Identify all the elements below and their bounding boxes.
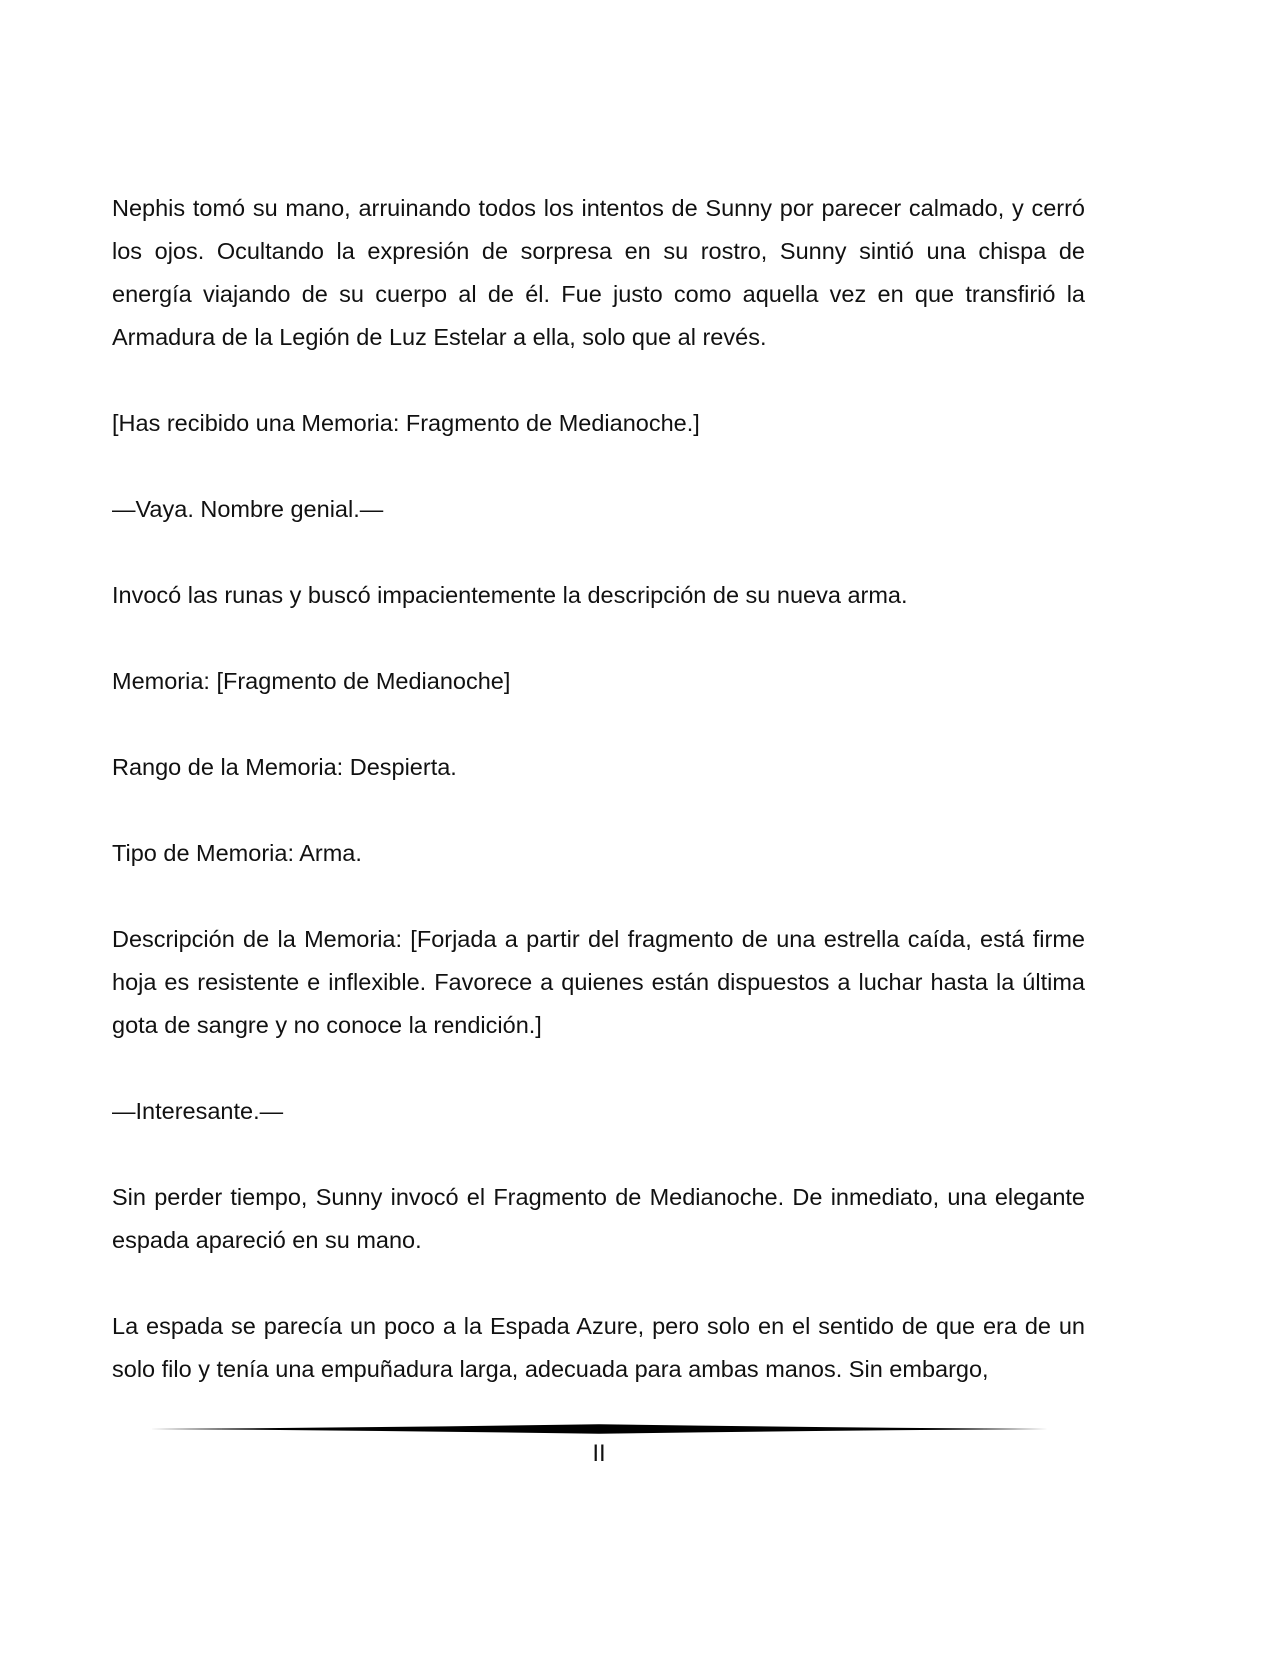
paragraph: —Interesante.—	[112, 1098, 284, 1124]
footer-divider	[150, 1423, 1048, 1435]
paragraph: —Vaya. Nombre genial.—	[112, 496, 384, 522]
page-number: II	[592, 1440, 606, 1467]
paragraph: Sin perder tiempo, Sunny invocó el Fragmento de Medianoche. De inmediato, una elegante espada apareció en su mano.	[112, 1184, 1085, 1253]
paragraph: Rango de la Memoria: Despierta.	[112, 754, 457, 780]
paragraph: Nephis tomó su mano, arruinando todos los intentos de Sunny por parecer calmado, y cerró los ojos. Ocultando la expresión de sorpresa en su rostro, Sunny sintió una chispa de energía viajando de su cuerpo al de él. Fue justo como aquella vez en que transfirió la Armadura de la Legión de Luz Estelar a ella, solo que al revés.	[112, 195, 1085, 350]
paragraph: Memoria: [Fragmento de Medianoche]	[112, 668, 511, 694]
paragraph: La espada se parecía un poco a la Espada Azure, pero solo en el sentido de que era de un solo filo y tenía una empuñadura larga, adecuada para ambas manos. Sin embargo,	[112, 1313, 1085, 1382]
document-body	[112, 187, 1085, 1434]
paragraph: Descripción de la Memoria: [Forjada a partir del fragmento de una estrella caída, está firme hoja es resistente e inflexible. Favorece a quienes están dispuestos a luchar hasta la última gota de sangre y no conoce la rendición.]	[112, 926, 1085, 1038]
paragraph: [Has recibido una Memoria: Fragmento de Medianoche.]	[112, 410, 700, 436]
paragraph: Invocó las runas y buscó impacientemente la descripción de su nueva arma.	[112, 582, 908, 608]
paragraph: Tipo de Memoria: Arma.	[112, 840, 362, 866]
